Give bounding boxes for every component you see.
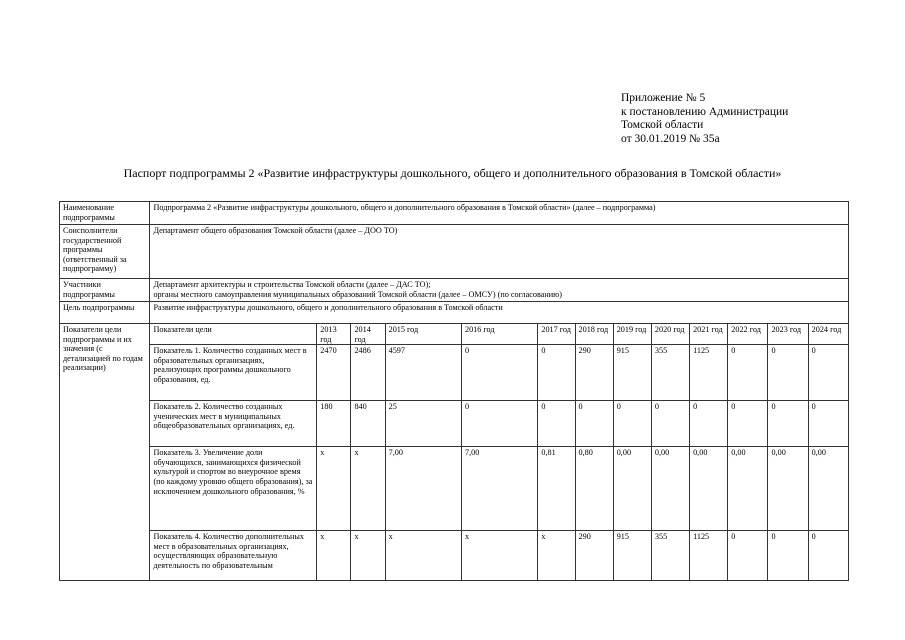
indicator-value: 0,00 xyxy=(651,447,689,531)
indicator-value: 915 xyxy=(613,531,651,581)
indicator-value: 0 xyxy=(690,401,728,447)
appendix-line-4: от 30.01.2019 № 35а xyxy=(621,132,720,145)
row-participants xyxy=(60,279,849,302)
participants-line-1: Департамент архитектуры и строительства Томской области (далее – ДАС ТО); xyxy=(153,280,431,289)
year-header: 2014 год xyxy=(351,324,385,345)
indicator-name: Показатель 3. Увеличение доли обучающихся, занимающихся физической культурой и спортом во внеурочное время (по каждому уровню общего образования), за исключением дошкольного образования, % xyxy=(150,447,317,531)
indicator-value: 4597 xyxy=(385,345,461,401)
year-header: 2023 год xyxy=(768,324,808,345)
indicator-value: 1125 xyxy=(690,345,728,401)
indicator-value: х xyxy=(385,531,461,581)
indicator-name: Показатель 2. Количество созданных ученических мест в муниципальных общеобразовательных организациях, ед. xyxy=(150,401,317,447)
indicator-value: 0 xyxy=(728,531,768,581)
indicator-value: 0 xyxy=(613,401,651,447)
indicator-value: 0,00 xyxy=(808,447,848,531)
indicator-value: 355 xyxy=(651,345,689,401)
year-header: 2018 год xyxy=(575,324,613,345)
indicator-value: 0 xyxy=(768,531,808,581)
indicator-value: 2486 xyxy=(351,345,385,401)
row-goal-value: Развитие инфраструктуры дошкольного, общего и дополнительного образования в Томской области xyxy=(150,302,849,324)
indicator-value: 2470 xyxy=(317,345,351,401)
indicators-header-label: Показатели цели xyxy=(150,324,317,345)
year-header: 2013 год xyxy=(317,324,351,345)
year-header: 2017 год xyxy=(538,324,575,345)
year-header: 2015 год xyxy=(385,324,461,345)
indicator-row xyxy=(60,447,849,531)
year-header: 2016 год xyxy=(461,324,537,345)
indicator-value: 840 xyxy=(351,401,385,447)
indicator-value: 0,00 xyxy=(613,447,651,531)
indicator-value: х xyxy=(351,531,385,581)
row-coexecutor-label: Соисполнители государственной программы (ответственный за подпрограмму) xyxy=(60,225,150,279)
indicator-value: 915 xyxy=(613,345,651,401)
row-participants-label: Участники подпрограммы xyxy=(60,279,150,302)
row-coexecutor xyxy=(60,225,849,279)
indicator-value: 290 xyxy=(575,531,613,581)
indicator-value: 0 xyxy=(808,345,848,401)
appendix-line-3: Томской области xyxy=(621,119,704,132)
document-title: Паспорт подпрограммы 2 «Развитие инфраструктуры дошкольного, общего и дополнительного образования в Томской области» xyxy=(123,166,782,180)
row-indicators-header xyxy=(60,324,849,345)
indicator-value: х xyxy=(461,531,537,581)
indicator-value: 0 xyxy=(538,345,575,401)
indicator-value: 180 xyxy=(317,401,351,447)
row-indicators-label: Показатели цели подпрограммы и их значения (с детализацией по годам реализации) xyxy=(60,324,150,581)
row-name-value: Подпрограмма 2 «Развитие инфраструктуры дошкольного, общего и дополнительного образования в Томской области» (далее – подпрограмма) xyxy=(150,202,849,225)
indicator-value: 0 xyxy=(808,531,848,581)
row-coexecutor-value: Департамент общего образования Томской области (далее – ДОО ТО) xyxy=(150,225,849,279)
row-participants-value xyxy=(150,279,849,302)
indicator-value: 1125 xyxy=(690,531,728,581)
row-goal-label: Цель подпрограммы xyxy=(60,302,150,324)
indicator-value: 0,00 xyxy=(768,447,808,531)
indicator-value: 7,00 xyxy=(385,447,461,531)
indicator-name: Показатель 4. Количество дополнительных мест в образовательных организациях, осуществляющих образовательную деятельность по образовательным xyxy=(150,531,317,581)
participants-line-2: органы местного самоуправления муниципальных образований Томской области (далее – ОМСУ) (по согласованию) xyxy=(153,289,562,299)
indicator-value: 0 xyxy=(808,401,848,447)
year-header: 2020 год xyxy=(651,324,689,345)
year-header: 2021 год xyxy=(690,324,728,345)
indicator-value: 0 xyxy=(461,401,537,447)
row-goal xyxy=(60,302,849,324)
indicator-value: 355 xyxy=(651,531,689,581)
indicator-value: 0 xyxy=(728,401,768,447)
indicator-name: Показатель 1. Количество созданных мест в образовательных организациях, реализующих программы дошкольного образования, ед. xyxy=(150,345,317,401)
indicator-value: 0,00 xyxy=(690,447,728,531)
indicator-value: х xyxy=(317,447,351,531)
indicator-value: 290 xyxy=(575,345,613,401)
indicator-value: 0 xyxy=(728,345,768,401)
indicator-value: х xyxy=(538,531,575,581)
indicator-value: 0 xyxy=(651,401,689,447)
indicator-value: х xyxy=(351,447,385,531)
indicator-value: 25 xyxy=(385,401,461,447)
indicator-row xyxy=(60,345,849,401)
indicator-value: 0 xyxy=(538,401,575,447)
indicator-value: 0,81 xyxy=(538,447,575,531)
indicator-row xyxy=(60,531,849,581)
indicator-value: 0,80 xyxy=(575,447,613,531)
indicator-value: 0 xyxy=(461,345,537,401)
indicator-value: 0 xyxy=(575,401,613,447)
appendix-line-1: Приложение № 5 xyxy=(621,92,706,104)
appendix-note xyxy=(621,92,788,146)
appendix-line-2: к постановлению Администрации xyxy=(621,105,789,118)
year-header: 2019 год xyxy=(613,324,651,345)
row-name-label: Наименование подпрограммы xyxy=(60,202,150,225)
indicator-value: х xyxy=(317,531,351,581)
indicator-value: 0,00 xyxy=(728,447,768,531)
indicator-value: 0 xyxy=(768,401,808,447)
indicator-value: 0 xyxy=(768,345,808,401)
indicator-value: 7,00 xyxy=(461,447,537,531)
year-header: 2022 год xyxy=(728,324,768,345)
indicator-row xyxy=(60,401,849,447)
row-name xyxy=(60,202,849,225)
passport-table xyxy=(59,201,849,581)
year-header: 2024 год xyxy=(808,324,848,345)
